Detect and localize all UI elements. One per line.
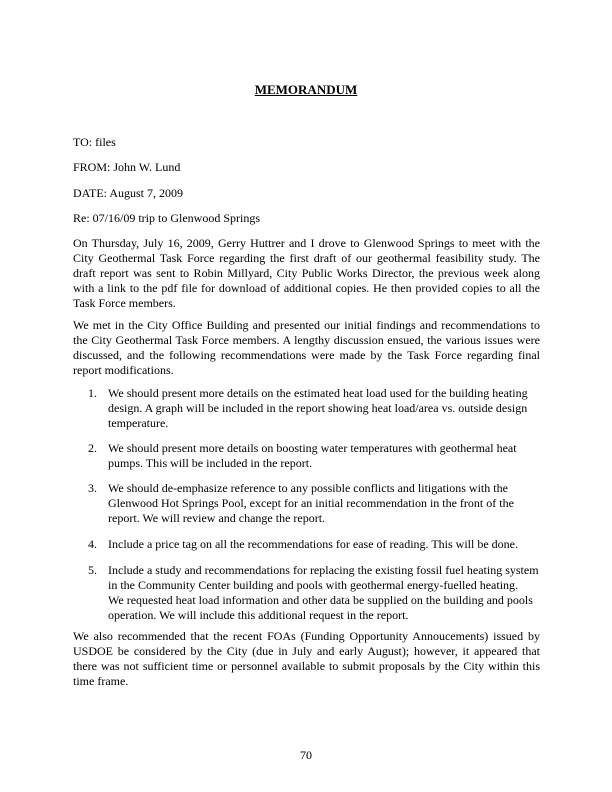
paragraph-line: draft report was sent to Robin Millyard, City Public Works Director, the previous week along — [73, 266, 540, 280]
list-item-number: 5. — [88, 563, 97, 577]
list-item-line: We requested heat load information and other data be supplied on the building and pools — [108, 593, 533, 607]
list-item-number: 4. — [88, 537, 97, 551]
list-item-line: Include a study and recommendations for replacing the existing fossil fuel heating system — [108, 563, 539, 577]
list-item-line: in the Community Center building and pools with geothermal energy-fuelled heating. — [108, 578, 519, 592]
list-item-number: 2. — [88, 441, 97, 455]
memo-title: MEMORANDUM — [254, 82, 358, 97]
paragraph-line: there was not sufficient time or personnel available to submit proposals by the City within this — [73, 659, 540, 673]
list-item-line: Include a price tag on all the recommendations for ease of reading. This will be done. — [108, 537, 518, 551]
paragraph-line: We met in the City Office Building and presented our initial findings and recommendations to — [73, 318, 540, 332]
list-item-number: 1. — [88, 386, 97, 400]
list-item-line: report. We will review and change the report. — [108, 511, 326, 525]
paragraph-line: City Geothermal Task Force regarding the first draft of our geothermal feasibility study. The — [73, 251, 540, 265]
paragraph-line: discussed, and the following recommendations were made by the Task Force regarding final — [73, 348, 540, 362]
paragraph-line: with a link to the pdf file for download of additional copies. He then provided copies to all the — [73, 281, 540, 295]
paragraph-line: time frame. — [73, 674, 129, 688]
list-item-line: design. A graph will be included in the report showing heat load/area vs. outside design — [108, 401, 528, 415]
paragraph-line: the City Geothermal Task Force members. A lengthy discussion ensued, the various issues were — [73, 333, 540, 347]
list-item-line: pumps. This will be included in the report. — [108, 456, 313, 470]
page-number: 70 — [300, 748, 312, 762]
paragraph-line: On Thursday, July 16, 2009, Gerry Huttrer and I drove to Glenwood Springs to meet with the — [73, 236, 540, 250]
list-item-line: We should de-emphasize reference to any possible conflicts and litigations with the — [108, 481, 508, 495]
paragraph-line: USDOE be considered by the City (due in July and early August); however, it appeared that — [73, 644, 540, 658]
list-item-line: operation. We will include this additional request in the report. — [108, 608, 409, 622]
paragraph-trip-summary — [73, 236, 540, 311]
paragraph-line: We also recommended that the recent FOAs (Funding Opportunity Annoucements) issued by — [73, 629, 540, 643]
paragraph-foa — [73, 629, 540, 689]
memo-to-line: TO: files — [73, 135, 116, 149]
list-item-line: temperature. — [108, 416, 169, 430]
memo-from-line: FROM: John W. Lund — [73, 160, 181, 174]
paragraph-line: report modifications. — [73, 363, 174, 377]
list-item-line: We should present more details on the estimated heat load used for the building heating — [108, 386, 528, 400]
list-item-number: 3. — [88, 481, 97, 495]
list-item-line: Glenwood Hot Springs Pool, except for an initial recommendation in the front of the — [108, 496, 514, 510]
memo-date-line: DATE: August 7, 2009 — [73, 186, 184, 200]
paragraph-meeting — [73, 318, 540, 378]
list-item-line: We should present more details on boosting water temperatures with geothermal heat — [108, 441, 517, 455]
memo-re-line: Re: 07/16/09 trip to Glenwood Springs — [73, 211, 260, 225]
paragraph-line: Task Force members. — [73, 296, 176, 310]
